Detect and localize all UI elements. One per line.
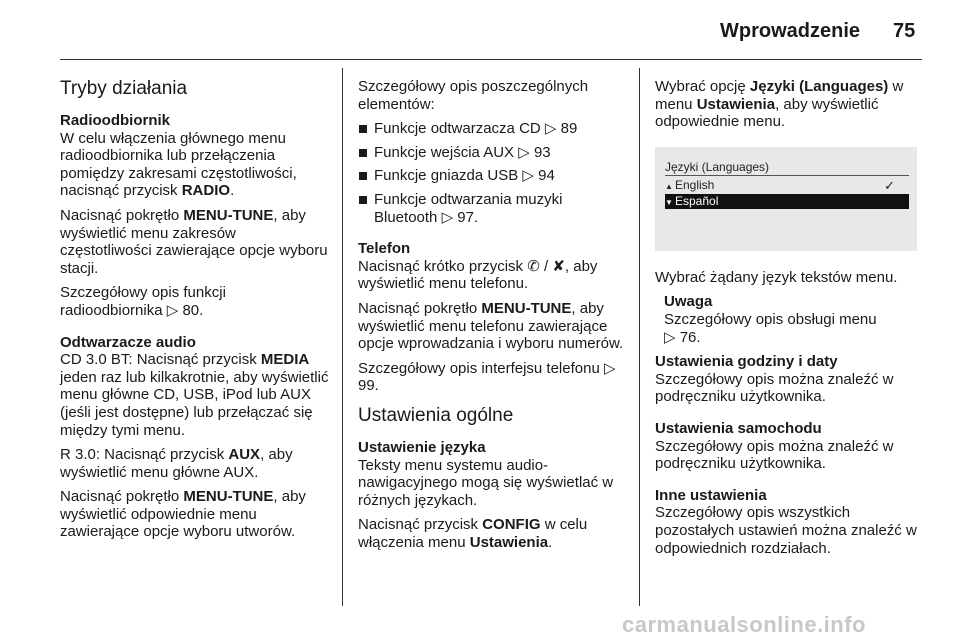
- column-3: [655, 78, 925, 564]
- list-item: Funkcje gniazda USB ▷ 94: [358, 167, 628, 185]
- list-item: Funkcje wejścia AUX ▷ 93: [358, 144, 628, 162]
- page-ref-link[interactable]: 93: [533, 143, 551, 161]
- paragraph: Wybrać opcję Języki (Languages) w menu Ustawienia, aby wyświetlić odpowiednie menu.: [655, 78, 904, 131]
- paragraph: Szczegółowy opis funkcji radioodbiornika ▷ 80.: [60, 284, 226, 319]
- page-ref-icon: ▷: [518, 143, 530, 161]
- header-divider: [60, 59, 922, 60]
- subsection-title: Ustawienie języka: [358, 438, 486, 456]
- watermark: carmanualsonline.info: [622, 612, 866, 637]
- note-box: [655, 293, 925, 346]
- note-text: Szczegółowy opis obsługi menu ▷ 76.: [664, 310, 877, 346]
- paragraph: CD 3.0 BT: Nacisnąć przycisk MEDIA jeden raz lub kilkakrotnie, aby wyświetlić menu główne CD, USB, iPod lub AUX (jeśli jest dostępne) lub przełączać się między tymi menu.: [60, 351, 329, 439]
- note-title: Uwaga: [664, 293, 713, 311]
- section-heading: Ustawienia ogólne: [358, 404, 514, 426]
- bullet-list: [358, 120, 628, 226]
- language-option-english: ▲ English ✓: [665, 177, 895, 193]
- page-ref-link[interactable]: 89: [560, 120, 578, 138]
- column-1: [60, 78, 330, 548]
- paragraph: Nacisnąć pokrętło MENU-TUNE, aby wyświetlić odpowiednie menu zawierające opcje wyboru utworów.: [60, 488, 306, 541]
- subsection-title: Radioodbiornik: [60, 112, 170, 129]
- subsection-title: Inne ustawienia: [655, 486, 767, 504]
- paragraph: Szczegółowy opis można znaleźć w podręczniku użytkownika.: [655, 370, 894, 406]
- list-item: Funkcje odtwarzania muzyki Bluetooth ▷ 97.: [358, 191, 628, 226]
- arrow-up-icon: ▲: [665, 181, 673, 191]
- language-menu-screenshot: [655, 147, 917, 251]
- paragraph: Wybrać żądany język tekstów menu.: [655, 268, 898, 286]
- phone-mute-icon: ✘: [552, 257, 565, 275]
- subsection-title: Ustawienia samochodu: [655, 419, 822, 437]
- paragraph: Nacisnąć pokrętło MENU-TUNE, aby wyświetlić menu zakresów częstotliwości zawierające opcje wyboru stacji.: [60, 206, 328, 277]
- checkmark-icon: ✓: [884, 177, 895, 193]
- section-heading: Tryby działania: [60, 78, 188, 99]
- paragraph: Szczegółowy opis wszystkich pozostałych ustawień można znaleźć w odpowiednich rozdziałach.: [655, 504, 917, 557]
- page-ref-link[interactable]: 99.: [358, 377, 379, 395]
- page-ref-icon: ▷: [664, 328, 676, 346]
- paragraph: Szczegółowy opis można znaleźć w podręczniku użytkownika.: [655, 437, 894, 473]
- column-2: [358, 78, 628, 558]
- bullet-icon: [359, 196, 367, 204]
- subsection-title: Odtwarzacze audio: [60, 333, 196, 351]
- page-number: 75: [893, 20, 916, 42]
- page-ref-icon: ▷: [522, 167, 534, 185]
- page-ref-link[interactable]: 97.: [457, 208, 479, 226]
- paragraph: W celu włączenia głównego menu radioodbiornika lub przełączenia pomiędzy zakresami częstotliwości, nacisnąć przycisk RADIO.: [60, 129, 297, 200]
- page-ref-link[interactable]: 76.: [679, 328, 701, 346]
- paragraph: Nacisnąć krótko przycisk ✆ / ✘, aby wyświetlić menu telefonu.: [358, 257, 598, 293]
- page-ref-icon: ▷: [166, 301, 179, 319]
- paragraph: Nacisnąć pokrętło MENU-TUNE, aby wyświetlić menu telefonu zawierające opcje wprowadzania i wyboru numerów.: [358, 299, 624, 353]
- paragraph: Szczegółowy opis poszczególnych elementów:: [358, 78, 589, 113]
- phone-icon: ✆: [527, 257, 540, 275]
- column-divider: [342, 68, 343, 606]
- paragraph: Nacisnąć przycisk CONFIG w celu włączenia menu Ustawienia.: [358, 516, 588, 551]
- bullet-icon: [359, 125, 367, 133]
- language-option-espanol: ▼ Español: [665, 194, 909, 209]
- page-ref-icon: ▷: [441, 208, 454, 226]
- bullet-icon: [359, 149, 367, 157]
- page-ref-icon: ▷: [603, 359, 616, 377]
- page-header-title: Wprowadzenie: [720, 20, 861, 42]
- subsection-title: Telefon: [358, 240, 411, 258]
- paragraph: Szczegółowy opis interfejsu telefonu ▷ 99.: [358, 359, 616, 395]
- page-ref-link[interactable]: 94: [538, 167, 555, 185]
- bullet-icon: [359, 172, 367, 180]
- language-menu-title: Języki (Languages): [665, 159, 770, 174]
- list-item: Funkcje odtwarzacza CD ▷ 89: [358, 120, 628, 138]
- column-divider: [639, 68, 640, 606]
- language-menu-divider: [665, 175, 909, 176]
- subsection-title: Ustawienia godziny i daty: [655, 353, 838, 371]
- arrow-down-icon: ▼: [665, 197, 673, 207]
- page-ref-link[interactable]: 80.: [182, 301, 204, 319]
- paragraph: R 3.0: Nacisnąć przycisk AUX, aby wyświetlić menu główne AUX.: [60, 446, 293, 481]
- paragraph: Teksty menu systemu audio-nawigacyjnego mogą się wyświetlać w różnych językach.: [358, 456, 614, 509]
- page-ref-icon: ▷: [544, 120, 557, 138]
